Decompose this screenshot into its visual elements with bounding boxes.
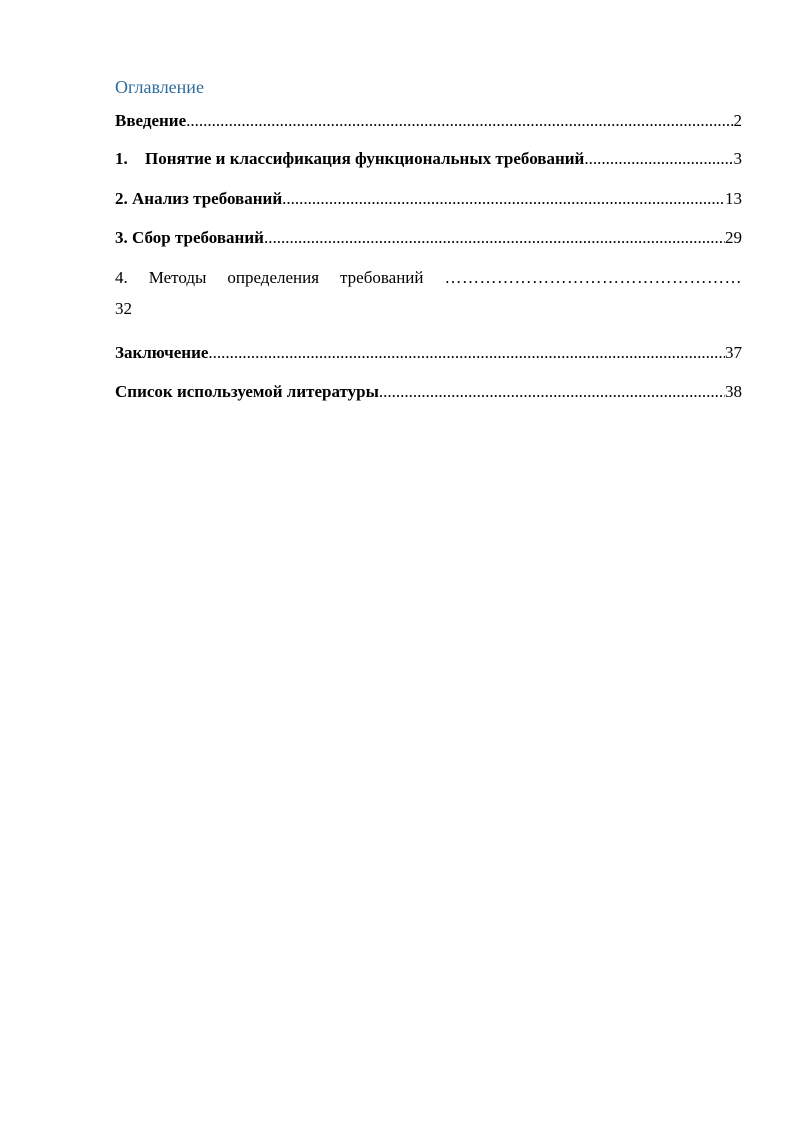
toc-entry-chapter-3[interactable] (115, 227, 742, 249)
toc-leader-dots (584, 148, 733, 170)
toc-entry-label: Заключение (115, 343, 209, 362)
toc-entry-word: Методы (148, 268, 207, 287)
toc-entry-word: определения (227, 268, 320, 287)
toc-entry-label: Введение (115, 111, 187, 130)
toc-entry-label: 2. Анализ требований (115, 189, 283, 208)
toc-entry-label (115, 148, 584, 170)
toc-entry-page: 29 (725, 228, 742, 247)
toc-leader-dots (282, 188, 725, 210)
toc-title: Оглавление (115, 77, 204, 97)
toc-leader-dots (186, 110, 733, 132)
toc-leader-dots (264, 227, 725, 249)
toc-entry-introduction[interactable] (115, 110, 742, 132)
toc-entry-page: 32 (115, 299, 132, 318)
toc-entry-page: 13 (725, 189, 742, 208)
toc-entry-chapter-2[interactable] (115, 188, 742, 210)
toc-entry-references[interactable] (115, 381, 742, 403)
toc-entry-conclusion[interactable] (115, 342, 742, 364)
toc-entry-number: 4. (115, 268, 128, 287)
toc-leader-dots: …………………………………………… (444, 268, 742, 287)
toc-entry-chapter-4[interactable] (115, 267, 742, 289)
toc-entry-number: 1. (115, 149, 128, 168)
toc-entry-label: 3. Сбор требований (115, 228, 264, 247)
toc-entry-label: Список используемой литературы (115, 382, 379, 401)
toc-entry-title: Понятие и классификация функциональных требований (145, 149, 585, 168)
toc-entry-page: 2 (733, 111, 742, 130)
toc-entry-page: 3 (733, 149, 742, 168)
toc-entry-page: 37 (725, 343, 742, 362)
toc-leader-dots (379, 381, 725, 403)
toc-entry-page: 38 (725, 382, 742, 401)
toc-leader-dots (208, 342, 725, 364)
toc-entry-chapter-1[interactable] (115, 148, 742, 170)
toc-entry-word: требований (340, 268, 424, 287)
